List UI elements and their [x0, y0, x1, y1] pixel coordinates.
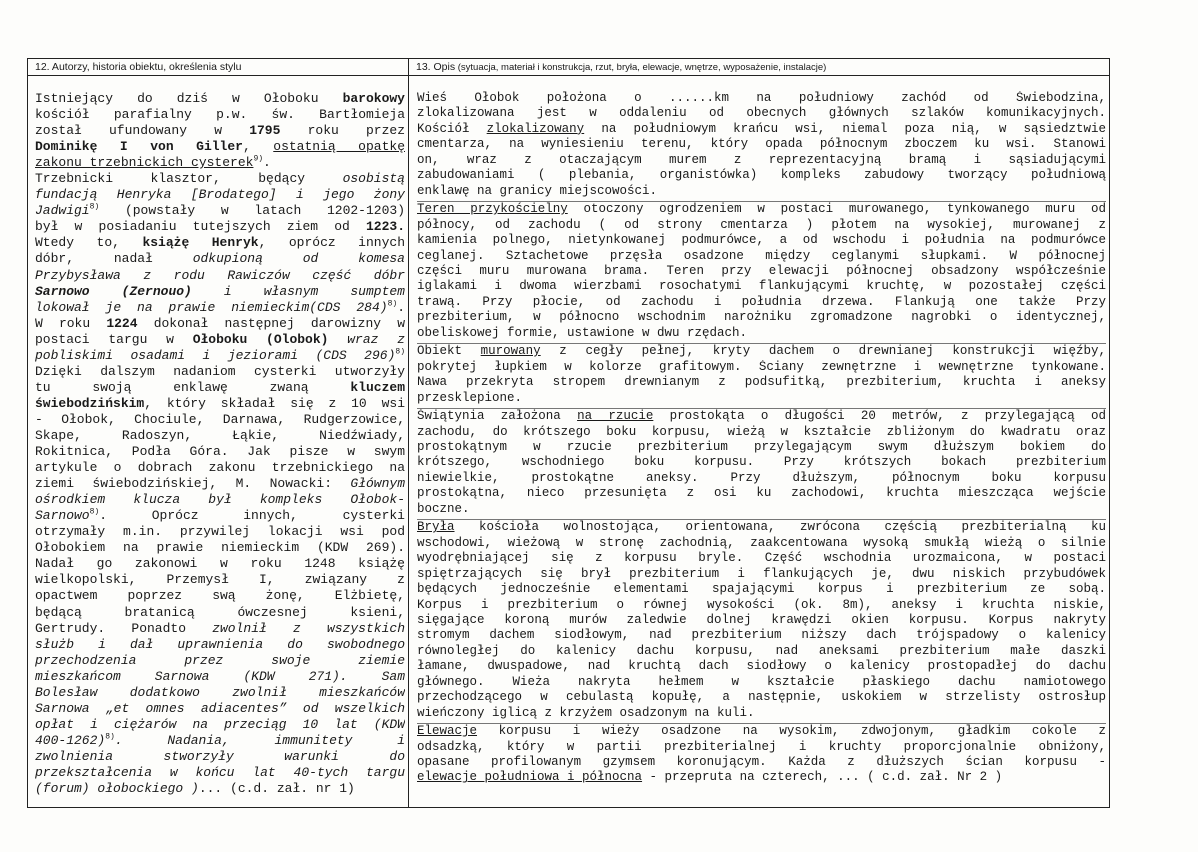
text-line [35, 460, 405, 476]
text-line [417, 740, 1106, 755]
text-line [417, 91, 1106, 106]
text-run: zlokalizowany [486, 121, 585, 136]
text-line [417, 567, 1106, 582]
text-line [417, 168, 1106, 183]
text-line [417, 408, 1106, 424]
text-run: kościoła wolnostojąca, orientowana, zwrócona częścią prezbiterialną ku [454, 520, 1106, 535]
text-run: kościół parafialny p.w. św. Bartłomieja [35, 107, 405, 123]
text-run: został ufundowany w [35, 123, 250, 139]
text-line [35, 524, 405, 540]
footnote-ref: 8) [105, 732, 115, 742]
text-run: 1795 [249, 123, 281, 139]
text-line [417, 201, 1106, 217]
text-run: głównego. Wieża nakryta hełmem w kształcie płaskiego dachu namiotowego [417, 674, 1106, 689]
text-run: stromym dachem siodłowym, nad prezbiterium niższy dach trójspadowy o kalenicy [417, 628, 1106, 643]
text-line [35, 203, 405, 219]
text-line [35, 235, 405, 251]
text-run: . [397, 299, 405, 315]
text-run: opasane profilowanym gzymsem koronującym. Każda z dłuższych ścian korpusu - [417, 755, 1106, 770]
text-run: odkupioną od komesa [192, 251, 405, 267]
text-line [35, 364, 405, 380]
text-run: zachodu, do krótszego boku korpusu, wieżą w kształcie zbliżonym do kwadratu oraz [417, 424, 1106, 439]
text-line [35, 300, 405, 316]
text-line [35, 588, 405, 604]
text-run: , który składał się z 10 wsi [144, 395, 405, 411]
text-run: W roku [35, 315, 107, 331]
text-run: będącą bratanicą ówczesnej ksieni, [35, 604, 405, 620]
text-line [35, 444, 405, 460]
text-line [35, 733, 405, 749]
text-run: 1224 [106, 315, 138, 331]
text-line [417, 690, 1106, 705]
text-run: Dominikę I von Giller [35, 139, 243, 155]
text-line [35, 332, 405, 348]
text-run: osobistą [342, 171, 405, 187]
text-run: - Ołobok, Chociule, Darnawa, Rudgerzowice, [35, 411, 405, 427]
text-run: Sarnowo [35, 508, 90, 524]
text-line [35, 396, 405, 412]
text-line [35, 653, 405, 669]
text-line [417, 310, 1106, 325]
text-line [417, 723, 1106, 739]
text-run: Świątynia założona [417, 409, 578, 424]
text-line [35, 251, 405, 267]
text-run: zwolnienia stworzyły warunki do [35, 748, 405, 764]
text-run: Wieś Ołobok położona o ......km na południowy zachód od Świebodzina, [417, 91, 1106, 105]
text-run: służb i dał uprawnienia do swobodnego [35, 636, 405, 652]
text-line [35, 556, 405, 572]
text-line [35, 107, 405, 123]
text-run: 1223. [365, 219, 405, 235]
text-line [35, 91, 405, 107]
text-line [35, 380, 405, 396]
text-run: ceglanej. Sztachetowe przęsła osadzone między ceglanymi słupkami. W północnej [417, 248, 1106, 263]
text-line [417, 137, 1106, 152]
text-run: pobliskimi osadami i jeziorami (CDS 296) [35, 347, 396, 363]
text-run: , [242, 139, 274, 155]
text-line [35, 316, 405, 332]
text-run: boczne. [417, 501, 470, 516]
text-line [417, 233, 1106, 248]
text-line [417, 391, 1106, 406]
text-run: enklawę na granicy miejscowości. [417, 183, 658, 198]
text-run: prezbiterium, w północno wschodnim narożniku zgromadzone nagrobki o identycznej, [417, 310, 1106, 325]
text-run: kluczem [350, 379, 405, 395]
text-line [417, 375, 1106, 390]
history-text [28, 91, 408, 807]
text-line [417, 264, 1106, 279]
text-run: przechodzącego w cebulastą kopułę, a następnie, uskokiem w strzelisty ostrosłup [417, 690, 1106, 705]
text-run: części muru murowana brama. Teren przy elewacji północnej obsadzony współcześnie [417, 263, 1106, 278]
text-run: na rzucie [577, 409, 654, 424]
text-run: Bolesław dodatkowo zwolnił mieszkańców [35, 684, 405, 700]
text-run: wielkopolski, Przemysł I, związany z [35, 572, 405, 588]
text-run: tu swoją enklawę zwaną [35, 379, 351, 395]
text-run: barokowy [342, 91, 405, 106]
text-line [417, 536, 1106, 551]
text-run: ziemi świebodzińskiej, M. Nowacki: [35, 476, 351, 492]
footnote-ref: 9) [253, 155, 264, 164]
text-line [35, 669, 405, 685]
text-run: . [263, 155, 271, 171]
text-run: zakonu trzebnickich cysterek [35, 155, 254, 171]
text-run: Nadał go zakonowi w roku 1248 książę [35, 556, 405, 572]
text-run: przekształcenia w końcu lat 40-tych targu [35, 764, 405, 780]
text-run: ostatnią opatkę [273, 139, 405, 155]
text-line [35, 492, 405, 508]
text-run: otrzymały m.in. przywilej lokacji wsi pod [35, 524, 405, 540]
text-run: . Nadania, immunitety i [114, 732, 405, 748]
text-run: wieńczony iglicą z krzyżem osadzonym na kuli. [417, 705, 755, 720]
text-run: przechodzenia przez swoje ziemie [35, 652, 405, 668]
text-line [35, 621, 405, 637]
text-line [417, 184, 1106, 199]
text-run: fundacją Henryka [Brodatego] i jego żony [35, 187, 405, 203]
text-line [417, 122, 1106, 137]
text-run: przesklepione. [417, 390, 523, 405]
text-run: ... (c.d. zał. nr 1) [198, 781, 355, 797]
text-line [35, 139, 405, 155]
text-run: Obiekt [417, 344, 481, 359]
text-run: Głównym [350, 476, 405, 492]
text-run: Skape, Radoszyn, Łąkie, Niedźwiady, [35, 427, 405, 443]
text-run: łamane, dwuspadowe, nad kruchtą dach siodłowy o kalenicy prostopadłej do dachu [417, 659, 1106, 674]
text-run: korpusu i wieży osadzone na wysokim, zdwojonym, gładkim cokole z [477, 724, 1106, 739]
text-line [35, 572, 405, 588]
text-line [35, 412, 405, 428]
text-run: Teren przykościelny [417, 202, 568, 217]
text-run: Sarnowo (Zernouo) [35, 283, 192, 299]
text-run: iglakami i dwoma wierzbami rosochatymi flankującymi kruchtę, w pozostałej części [417, 279, 1106, 294]
text-run: Sarnowa „et omnes adiacentes” od wszelkich [35, 700, 405, 716]
text-line [417, 582, 1106, 597]
text-line [417, 218, 1106, 233]
text-line [417, 471, 1106, 486]
text-run: obeliskowej formie, ustawione w dwu rzędach. [417, 325, 748, 340]
text-run: zabudowaniami ( plebania, organistówka) kompleks zabudowy tworzący południową [417, 168, 1106, 183]
text-run: roku przez [280, 123, 405, 139]
text-run: dokonał następnej darowizny w [137, 315, 405, 331]
text-run: prostokątna, nieco przesunięta z osi ku zachodowi, kruchta mieszcząca wejście [417, 486, 1106, 501]
text-run: Nawa przekryta stropem drewnianym z podsufitką, prezbiterium, kruchta i aneksy [417, 375, 1106, 390]
text-run: Elewacje [417, 724, 478, 739]
text-line [35, 765, 405, 781]
text-run: niewielkie, prostokątne aneksy. Przy dłuższym, północnym boku korpusu [417, 470, 1106, 485]
text-run: równoległej do kalenicy dachu korpusu, nad aneksami prezbiterium małe daszki [417, 643, 1106, 658]
text-run: , oprócz innych [258, 235, 405, 251]
text-run: książę Henryk [142, 235, 259, 251]
text-line [417, 343, 1106, 359]
text-run: mieszkańcom Sarnowa (KDW 271). Sam [35, 668, 405, 684]
text-line [35, 749, 405, 765]
text-line [35, 155, 405, 171]
text-run: Korpus i prezbiterium o równej wysokości (ok. 8m), aneksy i kruchta niskie, [417, 597, 1106, 612]
text-run: . Oprócz innych, cysterki [99, 508, 405, 524]
text-run: z cegły pełnej, kryty dachem o drewnianej konstrukcji więźby, [540, 344, 1106, 359]
text-run: dóbr, nadał [35, 251, 193, 267]
text-line [35, 284, 405, 300]
text-run: północy, od zachodu ( od strony cmentarza ) płotem na wysokiej, murowanej z [417, 217, 1106, 232]
text-run: świebodzińskim [35, 395, 145, 411]
text-line [417, 519, 1106, 535]
text-run: opactwem poprzez swą żonę, Elżbietę, [35, 588, 405, 604]
text-line [35, 171, 405, 187]
text-line [35, 781, 405, 797]
text-run: Rokitnica, Podła Góra. Jak pisze w swym [35, 444, 405, 460]
text-run: Bryła [417, 520, 455, 535]
text-run: Przybysława z rodu Rawiczów część dóbr [35, 267, 405, 283]
text-run: - przepruta na czterech, ... ( c.d. zał. Nr 2 ) [642, 770, 1003, 785]
text-line [35, 637, 405, 653]
text-run: kamienia polnego, nietynkowanej podmurówce, a od wschodu i południa na podmurówce [417, 233, 1106, 248]
history-header [28, 59, 408, 76]
footnote-ref: 8) [89, 508, 100, 517]
text-run: i własnym sumptem [191, 283, 405, 299]
text-line [417, 706, 1106, 721]
description-header [409, 59, 1109, 76]
text-run: Ołobokiem na prawie niemieckim (KDW 269). [35, 540, 405, 556]
text-run: prostokątnym w rzucie prezbiterium przylegającym swym dłuższym bokiem do [417, 439, 1106, 454]
text-line [417, 326, 1106, 341]
text-run: spiętrzających się brył prezbiterium i flankujących je, dwu niskich przybudówek [417, 566, 1106, 581]
text-line [417, 279, 1106, 294]
text-run: będących jednocześnie elementami spajającymi korpus i prezbiterium ze sobą. [417, 582, 1106, 597]
text-run: Ołoboku (Olobok) [192, 331, 329, 347]
footnote-ref: 8) [387, 299, 398, 309]
description-header-label: 13. Opis [416, 61, 456, 73]
text-line [417, 249, 1106, 264]
form-sheet [27, 58, 1110, 808]
text-line [35, 685, 405, 701]
text-run: Istniejący do dziś w Ołoboku [35, 91, 343, 106]
text-run: on, wraz z otaczającym murem z reprezentacyjną bramą i sąsiadującymi [417, 152, 1106, 167]
text-line [35, 701, 405, 717]
text-line [35, 428, 405, 444]
text-run: Gertrudy. Ponadto [35, 620, 213, 636]
text-run: był w posiadaniu tutejszych ziem od [35, 219, 366, 235]
footnote-ref: 8) [395, 347, 405, 357]
text-line [35, 123, 405, 139]
text-line [35, 219, 405, 235]
text-run: Trzebnicki klasztor, będący [35, 171, 343, 187]
text-line [417, 675, 1106, 690]
text-run: trawą. Przy płocie, od zachodu i południa drzewa. Flankują one także Przy [417, 294, 1106, 309]
text-run: Kościół [417, 121, 487, 136]
text-run: wraz z [328, 331, 405, 347]
text-line [35, 476, 405, 492]
text-run: postaci targu w [35, 331, 193, 347]
text-line [417, 613, 1106, 628]
text-line [35, 605, 405, 621]
text-line [35, 187, 405, 203]
text-line [35, 508, 405, 524]
text-run: krótszego, wschodniego boku korpusu. Przy krótszych bokach prezbiterium [417, 455, 1106, 470]
text-line [417, 106, 1106, 121]
text-line [417, 360, 1106, 375]
text-run: na południowym krańcu wsi, niemal poza nią, w sąsiedztwie [584, 121, 1106, 136]
text-run: odsadzką, który w partii prezbiterialnej i kruchty proporcjonalnie obniżony, [417, 739, 1106, 754]
text-run: pokrytej łupkiem w kolorze grafitowym. Ściany zewnętrzne i wewnętrzne tynkowane. [417, 359, 1106, 374]
description-column [409, 59, 1109, 807]
text-run: Wtedy to, [35, 235, 143, 251]
text-line [35, 348, 405, 364]
text-run: Jadwigi [35, 203, 90, 219]
text-run: ośrodkiem klucza był kompleks Ołobok- [35, 492, 405, 508]
history-column [28, 59, 409, 807]
text-line [417, 440, 1106, 455]
text-line [35, 717, 405, 733]
text-line [417, 755, 1106, 770]
text-line [417, 770, 1106, 785]
text-line [417, 486, 1106, 501]
description-text [409, 91, 1109, 807]
text-run: artykule o dobrach zakonu trzebnickiego na [35, 460, 405, 476]
text-run: cmentarza, na wyniesieniu terenu, który opada północnym zboczem ku wsi. Stanowi [417, 137, 1106, 152]
text-run: prostokąta o długości 20 metrów, z przylegającą od [653, 409, 1106, 424]
text-run: murowany [480, 344, 541, 359]
text-line [417, 455, 1106, 470]
text-line [35, 268, 405, 284]
text-line [417, 644, 1106, 659]
description-header-detail: (sytuacja, materiał i konstrukcja, rzut, bryła, elewacje, wnętrze, wyposażenie, instalacje) [455, 62, 827, 73]
text-run: lokował je na prawie niemieckim(CDS 284) [35, 299, 388, 315]
text-run: zwolnił z wszystkich [212, 620, 405, 636]
text-line [417, 153, 1106, 168]
history-header-label: 12. Autorzy, historia obiektu, określenia stylu [35, 61, 242, 73]
text-line [417, 502, 1106, 517]
text-run: 400-1262) [35, 732, 106, 748]
text-run: opłat i ciężarów na przeciąg 10 lat (KDW [35, 716, 405, 732]
text-run: Dzięki dalszym nadaniom cysterki utworzyły [35, 363, 405, 379]
text-run: zlokalizowana jest w oddaleniu od obecnych głównych szlaków komunikacyjnych. [417, 106, 1106, 121]
text-line [417, 659, 1106, 674]
footnote-ref: 8) [89, 203, 100, 212]
text-run: (forum) ołobockiego ) [35, 781, 199, 797]
text-line [35, 540, 405, 556]
text-line [417, 425, 1106, 440]
text-run: wyodrębniającej się z korpusu bryle. Część wschodnia urozmaicona, w postaci [417, 551, 1106, 566]
text-run: wschodowi, wieżową w stronę zachodnią, zaakcentowana wysoką smukłą wieżą o silnie [417, 535, 1106, 550]
text-run: elewacje południowa i północna [417, 770, 643, 785]
text-line [417, 598, 1106, 613]
text-line [417, 628, 1106, 643]
text-run: sięgające koroną murów zaledwie dolnej krawędzi okien korpusu. Korpus nakryty [417, 612, 1106, 627]
text-run: otoczony ogrodzeniem w postaci murowanego, tynkowanego muru od [567, 202, 1106, 217]
text-line [417, 551, 1106, 566]
text-line [417, 295, 1106, 310]
text-run: (powstały w latach 1202-1203) [99, 203, 405, 219]
